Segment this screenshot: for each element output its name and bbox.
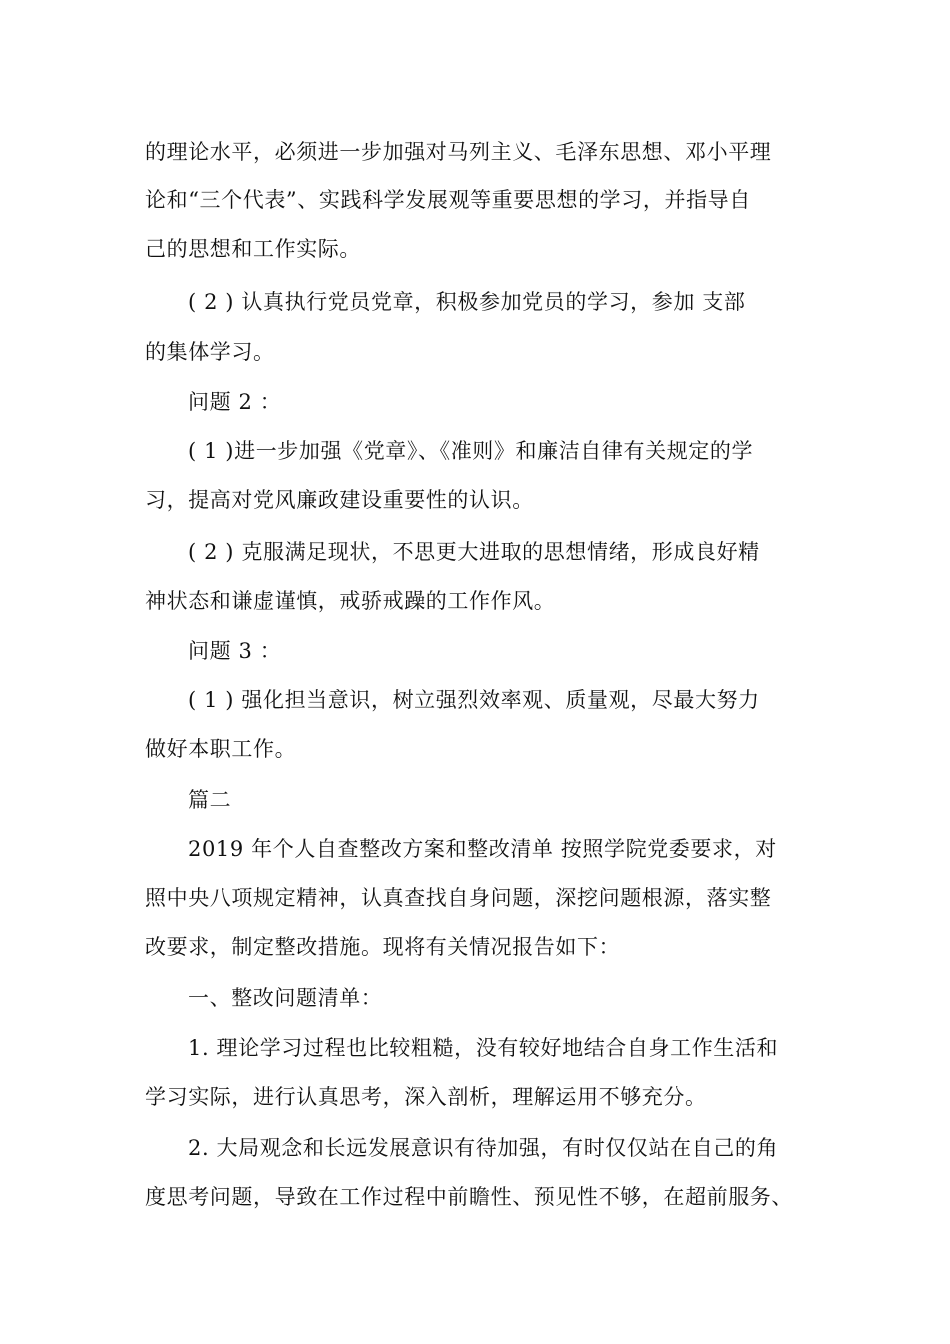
text-line: ( 1 ) 强化担当意识，树立强烈效率观、质量观，尽最大努力	[188, 688, 760, 712]
text-line: 度思考问题，导致在工作过程中前瞻性、预见性不够，在超前服务、	[145, 1185, 793, 1209]
section-heading: 问题 3 ：	[188, 639, 282, 663]
text-line: 的理论水平，必须进一步加强对马列主义、毛泽东思想、邓小平理	[145, 140, 772, 164]
text-line: 论和“三个代表”、实践科学发展观等重要思想的学习，并指导自	[145, 188, 751, 212]
section-heading: 问题 2 ：	[188, 390, 282, 414]
section-heading: 一、整改问题清单：	[188, 986, 383, 1010]
text-line: 的集体学习。	[145, 340, 275, 364]
text-line: 己的思想和工作实际。	[145, 237, 361, 261]
text-line: ( 1 )进一步加强《党章》、《准则》和廉洁自律有关规定的学	[188, 439, 754, 463]
text-line: ( 2 ) 认真执行党员党章，积极参加党员的学习，参加 支部	[188, 290, 746, 314]
text-line: 习，提高对党风廉政建设重要性的认识。	[145, 488, 534, 512]
text-line: 1. 理论学习过程也比较粗糙，没有较好地结合自身工作生活和	[188, 1036, 779, 1060]
text-line: 神状态和谦虚谨慎，戒骄戒躁的工作作风。	[145, 589, 556, 613]
text-line: 学习实际，进行认真思考，深入剖析，理解运用不够充分。	[145, 1085, 707, 1109]
text-line: 2019 年个人自查整改方案和整改清单 按照学院党委要求，对	[188, 837, 777, 861]
text-line: 照中央八项规定精神，认真查找自身问题，深挖问题根源，落实整	[145, 886, 772, 910]
text-line: 做好本职工作。	[145, 737, 297, 761]
section-heading: 篇二	[188, 788, 232, 812]
text-line: 2. 大局观念和长远发展意识有待加强，有时仅仅站在自己的角	[188, 1136, 779, 1160]
text-line: ( 2 ) 克服满足现状，不思更大进取的思想情绪，形成良好精	[188, 540, 760, 564]
text-line: 改要求，制定整改措施。现将有关情况报告如下：	[145, 935, 621, 959]
